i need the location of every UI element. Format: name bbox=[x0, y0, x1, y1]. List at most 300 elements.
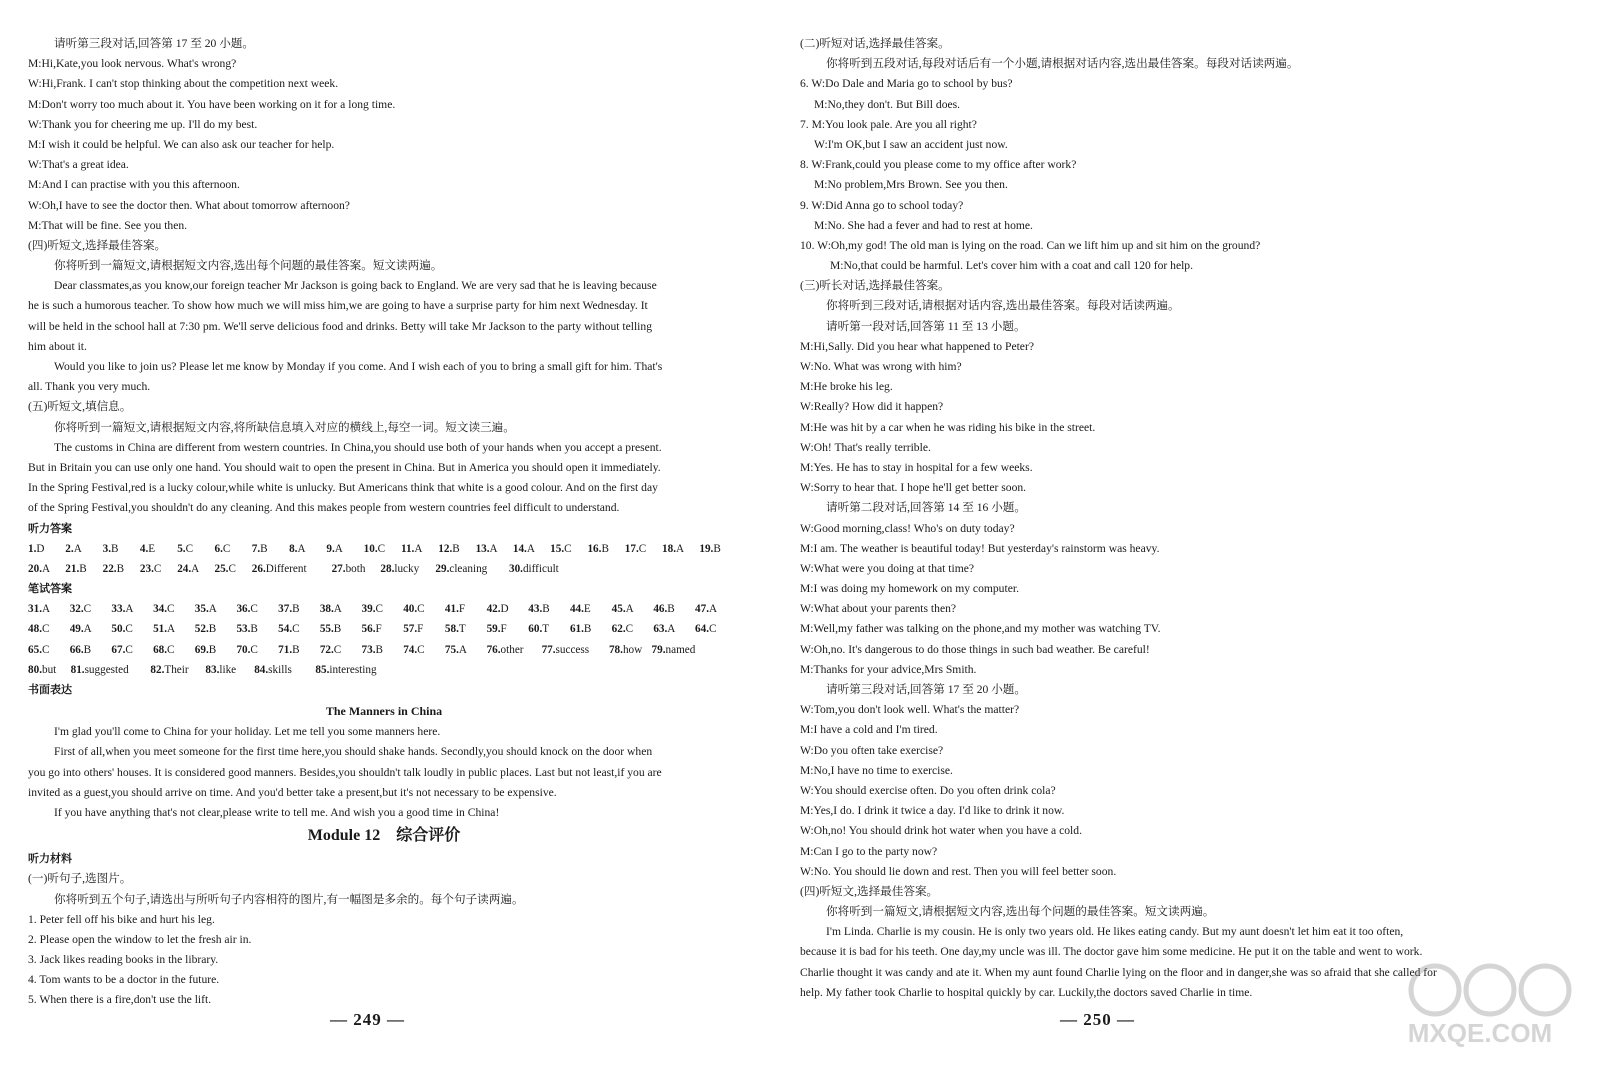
answer-value: C bbox=[564, 542, 572, 555]
right-line: 8. W:Frank,could you please come to my office after work? bbox=[800, 158, 1077, 172]
answer-number: 43. bbox=[528, 603, 543, 616]
answer-item bbox=[487, 640, 542, 660]
answer-value: A bbox=[73, 542, 82, 555]
answer-value: B bbox=[333, 623, 342, 636]
answer-number: 77. bbox=[541, 643, 556, 656]
answer-item bbox=[652, 640, 707, 660]
answer-number: 55. bbox=[319, 623, 334, 636]
answer-value: D bbox=[500, 603, 509, 616]
answer-value: B bbox=[208, 643, 217, 656]
answer-number: 30. bbox=[508, 562, 523, 575]
right-text-block bbox=[800, 34, 1518, 1003]
answer-number: 1. bbox=[28, 542, 37, 555]
left-block2-line: 5. When there is a fire,don't use the lift. bbox=[28, 993, 212, 1007]
essay-line: If you have anything that's not clear,please write to tell me. And wish you a good time in China! bbox=[54, 805, 500, 819]
right-line: M:I have a cold and I'm tired. bbox=[800, 723, 938, 737]
answer-item bbox=[438, 539, 475, 559]
answer-row bbox=[28, 660, 740, 680]
left-block1-line: In the Spring Festival,red is a lucky colour,while white is unlucky. But Americans think that white is a good colour. And on the first day bbox=[28, 481, 658, 495]
answer-value: F bbox=[458, 603, 466, 616]
answer-item bbox=[699, 539, 736, 559]
answer-number: 4. bbox=[139, 542, 149, 555]
answer-value: suggested bbox=[84, 663, 129, 676]
right-line: M:Thanks for your advice,Mrs Smith. bbox=[800, 662, 977, 676]
essay-line: First of all,when you meet someone for the first time here,you should shake hands. Secondly,you should knock on the door when bbox=[54, 745, 653, 759]
answer-item bbox=[214, 539, 251, 559]
left-block1-line: (四)听短文,选择最佳答案。 bbox=[28, 238, 167, 252]
answer-value: C bbox=[167, 603, 175, 616]
answer-number: 41. bbox=[444, 603, 459, 616]
answer-item bbox=[236, 619, 278, 639]
answer-value: B bbox=[375, 643, 383, 656]
left-block1-line: 你将听到一篇短文,请根据短文内容,将所缺信息填入对应的横线上,每空一词。短文读三遍。 bbox=[54, 420, 515, 434]
answer-value: A bbox=[414, 542, 423, 555]
answer-value: B bbox=[292, 603, 300, 616]
answer-item bbox=[403, 599, 445, 619]
right-line: (四)听短文,选择最佳答案。 bbox=[800, 884, 939, 898]
writing-heading: 书面表达 bbox=[28, 684, 72, 696]
answer-value: F bbox=[500, 623, 507, 636]
answer-value: C bbox=[125, 643, 133, 656]
answer-number: 17. bbox=[624, 542, 639, 555]
answer-item bbox=[542, 640, 609, 660]
answer-value: T bbox=[458, 623, 466, 636]
answer-item bbox=[28, 539, 65, 559]
answer-value: success bbox=[555, 643, 590, 656]
answer-number: 37. bbox=[278, 603, 293, 616]
right-line: because it is bad for his teeth. One day,my uncle was ill. The doctor gave him some medicine. He put it on the table and went to work. bbox=[800, 945, 1423, 959]
answer-item bbox=[150, 660, 205, 680]
answer-number: 15. bbox=[550, 542, 565, 555]
answer-value: A bbox=[41, 562, 51, 575]
answer-item bbox=[653, 619, 695, 639]
answer-number: 13. bbox=[475, 542, 490, 555]
answer-number: 73. bbox=[361, 643, 376, 656]
answer-item bbox=[214, 559, 251, 579]
answer-number: 45. bbox=[611, 603, 626, 616]
answer-number: 75. bbox=[444, 643, 459, 656]
answer-item bbox=[111, 599, 153, 619]
right-line: W:Oh,no. It's dangerous to do those things in such bad weather. Be careful! bbox=[800, 642, 1150, 656]
answer-number: 6. bbox=[214, 542, 223, 555]
answer-value: A bbox=[334, 542, 343, 555]
answer-item bbox=[528, 599, 570, 619]
answer-value: A bbox=[191, 562, 200, 575]
left-block1-line: of the Spring Festival,you shouldn't do any cleaning. And this makes people from western countries feel difficult to understand. bbox=[28, 501, 620, 515]
left-block1-line: W:That's a great idea. bbox=[28, 158, 129, 172]
answer-value: but bbox=[41, 663, 57, 676]
answer-number: 69. bbox=[194, 643, 209, 656]
answer-item bbox=[364, 539, 401, 559]
answer-number: 54. bbox=[278, 623, 293, 636]
right-line: M:He was hit by a car when he was riding his bike in the street. bbox=[800, 420, 1096, 434]
answer-value: C bbox=[377, 542, 386, 555]
left-block1-line: he is such a humorous teacher. To show how much we will miss him,we are going to have a surprise party for him next Wednesday. It bbox=[28, 299, 648, 313]
answer-number: 32. bbox=[69, 603, 84, 616]
answer-row bbox=[28, 539, 740, 559]
answer-item bbox=[236, 599, 278, 619]
answer-item bbox=[513, 539, 550, 559]
essay-body bbox=[28, 722, 740, 823]
answer-number: 50. bbox=[111, 623, 126, 636]
answer-value: B bbox=[713, 542, 721, 555]
answer-value: C bbox=[638, 542, 647, 555]
answer-number: 85. bbox=[315, 663, 330, 676]
answer-number: 44. bbox=[569, 603, 584, 616]
left-block1-line: M:Hi,Kate,you look nervous. What's wrong? bbox=[28, 57, 237, 71]
right-line: W:Oh,no! You should drink hot water when you have a cold. bbox=[800, 824, 1082, 838]
answer-number: 74. bbox=[403, 643, 418, 656]
left-block1-line: all. Thank you very much. bbox=[28, 380, 151, 394]
right-line: 6. W:Do Dale and Maria go to school by bus? bbox=[800, 77, 1013, 91]
answer-item bbox=[476, 539, 513, 559]
answer-value: lucky bbox=[394, 562, 420, 575]
answer-item bbox=[509, 559, 589, 579]
answer-value: C bbox=[708, 623, 717, 636]
answer-number: 58. bbox=[444, 623, 459, 636]
answer-number: 59. bbox=[486, 623, 501, 636]
left-block1-line: 听力答案 bbox=[28, 522, 72, 535]
answer-number: 79. bbox=[651, 643, 666, 656]
answer-item bbox=[435, 559, 509, 579]
answer-item bbox=[320, 599, 362, 619]
answer-item bbox=[177, 539, 214, 559]
left-block1-line: (五)听短文,填信息。 bbox=[28, 400, 132, 414]
answer-item bbox=[28, 660, 71, 680]
answer-item bbox=[28, 619, 70, 639]
right-line: W:You should exercise often. Do you often drink cola? bbox=[800, 783, 1056, 797]
right-line: W:What about your parents then? bbox=[800, 602, 957, 616]
answer-number: 29. bbox=[435, 562, 450, 575]
answer-number: 10. bbox=[363, 542, 378, 555]
watermark-logo bbox=[1380, 950, 1580, 1050]
answer-item bbox=[140, 539, 177, 559]
right-line: M:Yes. He has to stay in hospital for a few weeks. bbox=[800, 460, 1033, 474]
answer-number: 68. bbox=[153, 643, 168, 656]
answer-value: C bbox=[292, 623, 300, 636]
answer-number: 71. bbox=[278, 643, 293, 656]
left-block1-line: M:And I can practise with you this afternoon. bbox=[28, 178, 240, 192]
answer-item bbox=[587, 539, 624, 559]
answer-number: 27. bbox=[331, 562, 346, 575]
answer-value: B bbox=[667, 603, 675, 616]
answer-value: like bbox=[219, 663, 237, 676]
right-line: 10. W:Oh,my god! The old man is lying on the road. Can we lift him up and sit him on the ground? bbox=[800, 238, 1261, 252]
answer-number: 3. bbox=[102, 542, 111, 555]
answer-number: 24. bbox=[177, 562, 192, 575]
right-line: M:Hi,Sally. Did you hear what happened to Peter? bbox=[800, 339, 1034, 353]
answer-value: E bbox=[148, 542, 156, 555]
answer-value: Their bbox=[164, 663, 189, 676]
answer-number: 49. bbox=[69, 623, 84, 636]
answer-number: 33. bbox=[111, 603, 126, 616]
right-line: 你将听到一篇短文,请根据短文内容,选出每个问题的最佳答案。短文读两遍。 bbox=[826, 905, 1215, 919]
answer-value: C bbox=[625, 623, 634, 636]
answer-value: F bbox=[417, 623, 424, 636]
answer-value: A bbox=[458, 643, 467, 656]
answer-value: C bbox=[167, 643, 175, 656]
answer-row bbox=[28, 619, 740, 639]
answer-value: C bbox=[125, 623, 133, 636]
answer-number: 64. bbox=[695, 623, 709, 636]
answer-value: difficult bbox=[522, 562, 559, 575]
answer-item bbox=[528, 619, 570, 639]
answer-value: C bbox=[185, 542, 194, 555]
answer-number: 40. bbox=[403, 603, 418, 616]
right-line: 请听第一段对话,回答第 11 至 13 小题。 bbox=[826, 319, 1026, 333]
answer-value: A bbox=[41, 603, 51, 616]
answer-number: 28. bbox=[380, 562, 395, 575]
answer-item bbox=[252, 559, 332, 579]
answer-number: 22. bbox=[102, 562, 117, 575]
answer-value: F bbox=[375, 623, 382, 636]
answer-number: 82. bbox=[150, 663, 165, 676]
left-text-block-2 bbox=[28, 849, 740, 1011]
answer-value: A bbox=[297, 542, 306, 555]
answer-number: 61. bbox=[569, 623, 584, 636]
answer-number: 14. bbox=[512, 542, 527, 555]
answer-value: C bbox=[250, 643, 258, 656]
answer-value: A bbox=[125, 603, 134, 616]
essay-line: you go into others' houses. It is considered good manners. Besides,you shouldn't talk loudly in public places. Last but not least,if you are bbox=[28, 765, 662, 779]
right-line: 请听第三段对话,回答第 17 至 20 小题。 bbox=[826, 683, 1026, 696]
answer-value: A bbox=[167, 623, 176, 636]
answer-item bbox=[140, 559, 177, 579]
right-line: W:Really? How did it happen? bbox=[800, 400, 944, 414]
answer-item bbox=[195, 619, 237, 639]
answer-item bbox=[380, 559, 435, 579]
answer-item bbox=[445, 640, 487, 660]
answer-value: named bbox=[665, 643, 696, 656]
left-block2-line: 你将听到五个句子,请选出与所听句子内容相符的图片,有一幅图是多余的。每个句子读两遍。 bbox=[54, 892, 524, 906]
left-block1-line: W:Thank you for cheering me up. I'll do my best. bbox=[28, 117, 258, 131]
answer-number: 5. bbox=[177, 542, 186, 555]
answer-value: B bbox=[116, 562, 125, 575]
answer-value: E bbox=[583, 603, 591, 616]
answer-item bbox=[315, 660, 407, 680]
page-number-left: — 249 — bbox=[330, 1010, 405, 1029]
answer-item bbox=[487, 619, 529, 639]
answer-row bbox=[28, 599, 740, 619]
answer-value: C bbox=[417, 643, 425, 656]
right-line: W:What were you doing at that time? bbox=[800, 561, 975, 575]
answer-item bbox=[70, 619, 112, 639]
answer-item bbox=[612, 619, 654, 639]
left-block2-line: 4. Tom wants to be a doctor in the future. bbox=[28, 973, 220, 987]
answer-item bbox=[362, 640, 404, 660]
page-number-right: — 250 — bbox=[1060, 1010, 1135, 1029]
right-line: 你将听到三段对话,请根据对话内容,选出最佳答案。每段对话读两遍。 bbox=[826, 299, 1180, 313]
answer-item bbox=[153, 599, 195, 619]
answer-item bbox=[28, 599, 70, 619]
answer-number: 34. bbox=[153, 603, 168, 616]
answer-value: C bbox=[375, 603, 383, 616]
answer-value: B bbox=[250, 623, 258, 636]
module-title: Module 12 综合评价 bbox=[307, 827, 461, 845]
answer-number: 46. bbox=[653, 603, 668, 616]
answer-item bbox=[252, 539, 289, 559]
answer-value: interesting bbox=[329, 663, 377, 676]
left-block1-line: will be held in the school hall at 7:30 pm. We'll serve delicious food and drinks. Betty will take Mr Jackson to the party without telling bbox=[28, 319, 652, 333]
left-block1-line: M:I wish it could be helpful. We can also ask our teacher for help. bbox=[28, 137, 335, 151]
answer-number: 53. bbox=[236, 623, 251, 636]
answer-value: B bbox=[110, 542, 119, 555]
answer-item bbox=[320, 640, 362, 660]
answer-number: 48. bbox=[28, 623, 42, 636]
answer-number: 2. bbox=[65, 542, 74, 555]
right-line: (三)听长对话,选择最佳答案。 bbox=[800, 279, 950, 293]
answer-item bbox=[28, 559, 65, 579]
right-line: help. My father took Charlie to hospital quickly by car. Luckily,the doctors saved Charlie in time. bbox=[800, 985, 1253, 999]
right-line: M:I was doing my homework on my computer. bbox=[800, 582, 1019, 596]
right-page bbox=[800, 34, 1518, 1034]
answer-number: 42. bbox=[486, 603, 501, 616]
right-line: M:Yes,I do. I drink it twice a day. I'd like to drink it now. bbox=[800, 804, 1065, 818]
answer-item bbox=[326, 539, 363, 559]
right-line: I'm Linda. Charlie is my cousin. He is only two years old. He likes eating candy. But my aunt doesn't let him eat it too often, bbox=[826, 925, 1404, 939]
right-line: W:Do you often take exercise? bbox=[800, 743, 944, 757]
answer-number: 20. bbox=[28, 562, 42, 575]
answer-value: B bbox=[292, 643, 300, 656]
answer-value: A bbox=[526, 542, 535, 555]
answer-item bbox=[570, 619, 612, 639]
answer-item bbox=[332, 559, 381, 579]
answer-value: B bbox=[79, 562, 87, 575]
left-block2-line: (一)听句子,选图片。 bbox=[28, 872, 132, 886]
answer-item bbox=[403, 619, 445, 639]
right-line: M:Can I go to the party now? bbox=[800, 844, 938, 858]
answer-item bbox=[71, 660, 151, 680]
answer-item bbox=[103, 539, 140, 559]
answer-number: 11. bbox=[400, 542, 415, 555]
answer-number: 60. bbox=[528, 623, 543, 636]
answer-value: Different bbox=[265, 562, 307, 575]
right-line: W:Good morning,class! Who's on duty today? bbox=[800, 521, 1015, 535]
right-line: W:Sorry to hear that. I hope he'll get better soon. bbox=[800, 481, 1027, 495]
written-answers bbox=[28, 599, 740, 680]
left-block1-line: But in Britain you can use only one hand. You should wait to open the present in China. But in America you should open it immediately. bbox=[28, 460, 661, 474]
answer-item bbox=[254, 660, 315, 680]
left-block1-line: The customs in China are different from western countries. In China,you should use both of your hands when you accept a present. bbox=[54, 440, 662, 454]
answer-item bbox=[653, 599, 695, 619]
right-line: 9. W:Did Anna go to school today? bbox=[800, 198, 964, 212]
answer-value: B bbox=[208, 623, 217, 636]
left-page bbox=[28, 34, 740, 1034]
left-block1-line: 你将听到一篇短文,请根据短文内容,选出每个问题的最佳答案。短文读两遍。 bbox=[54, 259, 443, 273]
answer-item bbox=[195, 599, 237, 619]
essay-line: invited as a guest,you should arrive on time. And you'd better take a present,but it's not necessary to be expensive. bbox=[28, 785, 557, 799]
answer-value: C bbox=[83, 603, 92, 616]
answer-number: 47. bbox=[695, 603, 709, 616]
left-block1-line: 请听第三段对话,回答第 17 至 20 小题。 bbox=[54, 37, 254, 50]
answer-value: A bbox=[489, 542, 498, 555]
right-line: M:I am. The weather is beautiful today! But yesterday's rainstorm was heavy. bbox=[800, 541, 1160, 555]
answer-item bbox=[609, 640, 652, 660]
right-line: 7. M:You look pale. Are you all right? bbox=[800, 117, 977, 131]
right-line: M:No,I have no time to exercise. bbox=[800, 763, 953, 777]
answer-number: 70. bbox=[236, 643, 251, 656]
right-line: M:No problem,Mrs Brown. See you then. bbox=[814, 178, 1008, 192]
answer-item bbox=[205, 660, 254, 680]
answer-value: B bbox=[601, 542, 609, 555]
essay-title: The Manners in China bbox=[325, 704, 443, 719]
answer-item bbox=[153, 640, 195, 660]
answer-number: 25. bbox=[214, 562, 229, 575]
answer-item bbox=[445, 599, 487, 619]
answer-value: B bbox=[542, 603, 550, 616]
right-line: W:No. What was wrong with him? bbox=[800, 360, 962, 373]
left-text-block-1 bbox=[28, 34, 740, 539]
answer-value: B bbox=[452, 542, 460, 555]
left-block2-line: 1. Peter fell off his bike and hurt his leg. bbox=[28, 912, 215, 926]
answer-item bbox=[401, 539, 438, 559]
answer-value: A bbox=[676, 542, 685, 555]
answer-number: 38. bbox=[319, 603, 334, 616]
answer-item bbox=[612, 599, 654, 619]
watermark-text: MXQE.COM bbox=[1407, 1018, 1553, 1048]
answer-number: 8. bbox=[289, 542, 298, 555]
answer-item bbox=[662, 539, 699, 559]
answer-value: C bbox=[333, 643, 342, 656]
answer-value: A bbox=[83, 623, 92, 636]
left-block1-line: Dear classmates,as you know,our foreign teacher Mr Jackson is going back to England. We are very sad that he is leaving because bbox=[54, 279, 657, 293]
answer-value: C bbox=[41, 623, 50, 636]
left-block2-line: 2. Please open the window to let the fresh air in. bbox=[28, 932, 252, 946]
answer-number: 9. bbox=[326, 542, 335, 555]
answer-number: 66. bbox=[69, 643, 84, 656]
answer-number: 51. bbox=[153, 623, 168, 636]
answer-item bbox=[65, 559, 102, 579]
right-line: M:No,that could be harmful. Let's cover him with a coat and call 120 for help. bbox=[830, 259, 1194, 273]
answer-item bbox=[65, 539, 102, 559]
answer-number: 81. bbox=[70, 663, 85, 676]
right-line: 请听第二段对话,回答第 14 至 16 小题。 bbox=[826, 501, 1026, 515]
answer-number: 57. bbox=[403, 623, 418, 636]
right-line: W:No. You should lie down and rest. Then you will feel better soon. bbox=[800, 864, 1117, 878]
answer-number: 80. bbox=[28, 663, 42, 676]
answer-value: C bbox=[417, 603, 425, 616]
answer-row bbox=[28, 640, 740, 660]
answer-value: how bbox=[622, 643, 643, 656]
answer-value: C bbox=[41, 643, 50, 656]
answer-number: 39. bbox=[361, 603, 376, 616]
answer-number: 84. bbox=[254, 663, 269, 676]
answer-item bbox=[362, 599, 404, 619]
answer-value: A bbox=[708, 603, 718, 616]
answer-number: 35. bbox=[194, 603, 209, 616]
left-block2-line: 听力材料 bbox=[28, 853, 72, 866]
answer-value: B bbox=[260, 542, 268, 555]
answer-number: 63. bbox=[653, 623, 668, 636]
answer-item bbox=[550, 539, 587, 559]
listening-answers bbox=[28, 539, 740, 579]
answer-number: 83. bbox=[205, 663, 220, 676]
answer-number: 7. bbox=[251, 542, 261, 555]
answer-row bbox=[28, 559, 740, 579]
answer-item bbox=[695, 599, 737, 619]
left-block1-line: him about it. bbox=[28, 339, 87, 353]
answer-item bbox=[487, 599, 529, 619]
answer-value: A bbox=[333, 603, 342, 616]
answer-value: B bbox=[83, 643, 92, 656]
answer-number: 23. bbox=[139, 562, 154, 575]
answer-number: 62. bbox=[611, 623, 626, 636]
answer-item bbox=[103, 559, 140, 579]
left-block1-line: Would you like to join us? Please let me know by Monday if you come. And I wish each of you to bring a small gift for him. That's bbox=[54, 360, 663, 373]
right-line: M:He broke his leg. bbox=[800, 380, 893, 394]
answer-item bbox=[195, 640, 237, 660]
answer-value: C bbox=[222, 542, 231, 555]
